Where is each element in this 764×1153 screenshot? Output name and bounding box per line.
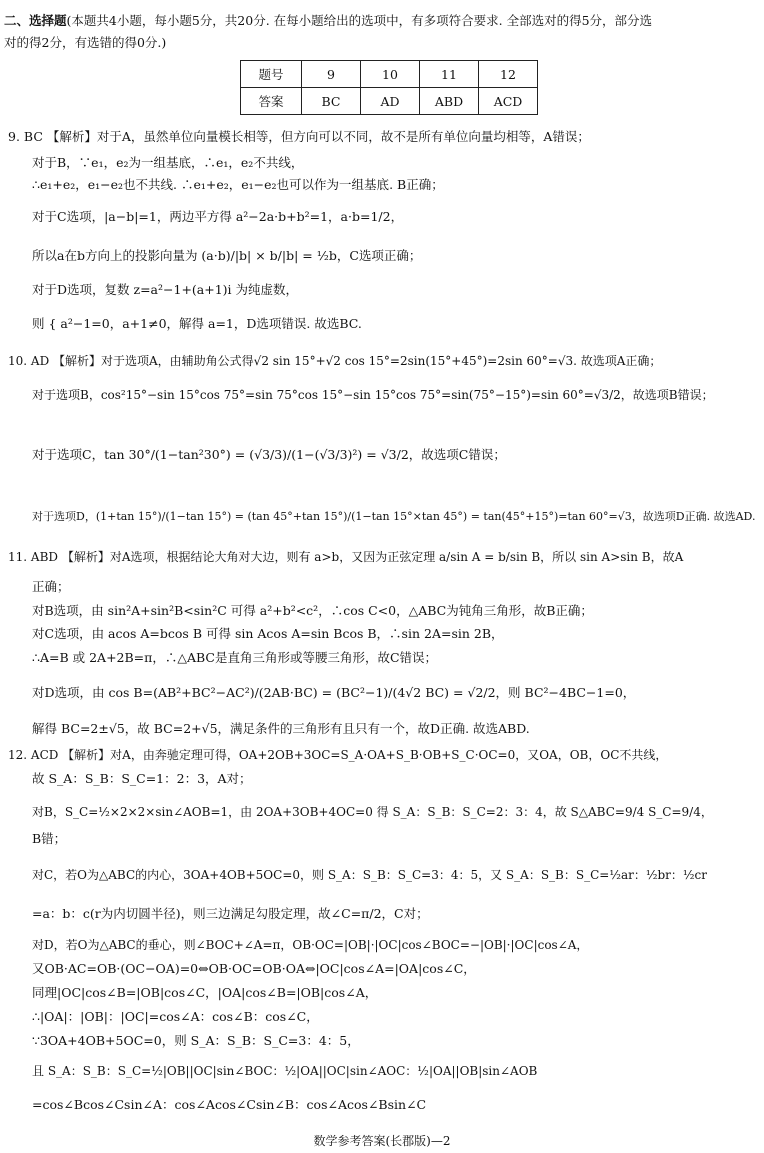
page-footer: 数学参考答案(长郡版)—2 [313,1134,451,1148]
section-title: 二、选择题 [4,13,67,28]
q12-line: 且 S_A：S_B：S_C=½|OB||OC|sin∠BOC：½|OA||OC|sin∠AOC：½|OA||OB|sin∠AOB [32,1064,538,1078]
q10-line: 10. AD 【解析】对于选项A，由辅助角公式得√2 sin 15°+√2 cos 15°=2sin(15°+45°)=2sin 60°=√3. 故选项A正确； [8,354,662,368]
q9-line: 则 { a²−1=0，a+1≠0，解得 a=1，D选项错误. 故选BC. [32,316,362,331]
q12-line: 对C，若O为△ABC的内心，3OA+4OB+5OC=0，则 S_A：S_B：S_C=3：4：5，又 S_A：S_B：S_C=½ar：½br：½cr [32,868,707,882]
number-cell: 12 [479,61,538,88]
q11-line: 对D选项，由 cos B=(AB²+BC²−AC²)/(2AB·BC) = (BC²−1)/(4√2 BC) = √2/2，则 BC²−4BC−1=0， [32,685,636,700]
q12-line: 又OB·AC=OB·(OC−OA)=0⇔OB·OC=OB·OA⇔|OC|cos∠A=|OA|cos∠C， [32,961,476,976]
q9-line: 对于B，∵e₁，e₂为一组基底，∴e₁，e₂不共线， [32,155,304,170]
answer-table-answer-row [241,88,538,115]
q12-line: 同理|OC|cos∠B=|OB|cos∠C，|OA|cos∠B=|OB|cos∠A， [32,985,378,1000]
section-intro-1: (本题共4小题，每小题5分，共20分. 在每小题给出的选项中，有多项符合要求. 全部选对的得5分，部分选 [66,13,653,28]
q9-line: 对于C选项，|a−b|=1，两边平方得 a²−2a·b+b²=1，a·b=1/2， [32,209,404,224]
q10-line: 对于选项B，cos²15°−sin 15°cos 75°=sin 75°cos 15°−sin 15°cos 75°=sin(75°−15°)=sin 60°=√3/2，故选项B错误； [32,388,714,402]
number-cell: 11 [420,61,479,88]
section-intro-2: 对的得2分，有选错的得0分.) [4,35,167,50]
answer-cell: ABD [420,88,479,115]
section-header [4,12,652,30]
q11-line: 11. ABD 【解析】对A选项，根据结论大角对大边，则有 a>b，又因为正弦定理 a/sin A = b/sin B，所以 sin A>sin B，故A [8,550,684,564]
row-label-answer: 答案 [241,88,302,115]
row-label-number: 题号 [241,61,302,88]
answer-cell: ACD [479,88,538,115]
q12-line: 故 S_A：S_B：S_C=1：2：3，A对； [32,771,252,786]
q12-line: 对D，若O为△ABC的垂心，则∠BOC+∠A=π，OB·OC=|OB|·|OC|cos∠BOC=−|OB|·|OC|cos∠A， [32,938,589,952]
answer-table-number-row [241,61,538,88]
q9-line: 9. BC 【解析】对于A，虽然单位向量模长相等，但方向可以不同，故不是所有单位向量均相等，A错误； [8,129,590,144]
q11-line: 解得 BC=2±√5，故 BC=2+√5，满足条件的三角形有且只有一个，故D正确. 故选ABD. [32,721,530,736]
q12-line: B错； [32,831,67,846]
answer-cell: AD [361,88,420,115]
q10-line: 对于选项D，(1+tan 15°)/(1−tan 15°) = (tan 45°+tan 15°)/(1−tan 15°×tan 45°) = tan(45°+15°)=tan 60°=√3，故选项D正确. 故选AD. [32,510,756,523]
answer-table [240,60,538,115]
q11-line: ∴A=B 或 2A+2B=π，∴△ABC是直角三角形或等腰三角形，故C错误； [32,650,438,665]
q11-line: 对B选项，由 sin²A+sin²B<sin²C 可得 a²+b²<c²，∴cos C<0，△ABC为钝角三角形，故B正确； [32,603,593,618]
number-cell: 10 [361,61,420,88]
q12-line: ∴|OA|：|OB|：|OC|=cos∠A：cos∠B：cos∠C， [32,1009,319,1024]
q11-line: 正确； [32,579,70,594]
q10-line: 对于选项C，tan 30°/(1−tan²30°) = (√3/3)/(1−(√3/3)²) = √3/2，故选项C错误； [32,447,506,462]
answer-cell: BC [302,88,361,115]
q11-line: 对C选项，由 acos A=bcos B 可得 sin Acos A=sin Bcos B，∴sin 2A=sin 2B， [32,626,504,641]
q9-line: 所以a在b方向上的投影向量为 (a·b)/|b| × b/|b| = ½b，C选项正确； [32,248,422,263]
q12-line: =a：b：c(r为内切圆半径)，则三边满足勾股定理，故∠C=π/2，C对； [32,906,429,921]
q12-line: ∵3OA+4OB+5OC=0，则 S_A：S_B：S_C=3：4：5， [32,1033,360,1048]
q12-line: =cos∠Bcos∠Csin∠A：cos∠Acos∠Csin∠B：cos∠Acos∠Bsin∠C [32,1097,427,1112]
q12-line: 12. ACD 【解析】对A，由奔驰定理可得，OA+2OB+3OC=S_A·OA+S_B·OB+S_C·OC=0，又OA，OB，OC不共线， [8,748,668,762]
number-cell: 9 [302,61,361,88]
q9-line: 对于D选项，复数 z=a²−1+(a+1)i 为纯虚数， [32,282,299,297]
q12-line: 对B，S_C=½×2×2×sin∠AOB=1，由 2OA+3OB+4OC=0 得 S_A：S_B：S_C=2：3：4，故 S△ABC=9/4 S_C=9/4， [32,805,713,819]
q9-line: ∴e₁+e₂，e₁−e₂也不共线. ∴e₁+e₂，e₁−e₂也可以作为一组基底. B正确； [32,177,444,192]
